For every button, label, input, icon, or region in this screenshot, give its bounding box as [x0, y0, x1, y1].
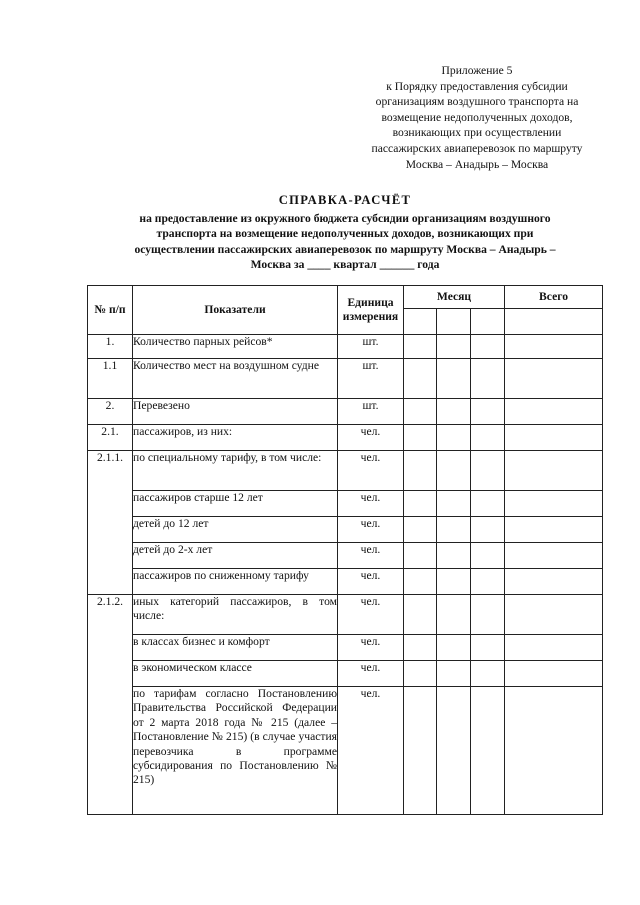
row-month-cell-2[interactable]: [437, 661, 471, 687]
row-number: 1.1: [88, 359, 133, 399]
appendix-line: возникающих при осуществлении: [392, 126, 562, 140]
row-unit: шт.: [338, 399, 404, 425]
row-month-cell-3[interactable]: [471, 399, 505, 425]
row-month-cell-2[interactable]: [437, 543, 471, 569]
row-total-cell[interactable]: [505, 595, 603, 635]
table-row: [88, 335, 603, 359]
row-indicator: в экономическом классе: [133, 661, 338, 687]
row-indicator: в классах бизнес и комфорт: [133, 635, 338, 661]
month-cell-3[interactable]: [471, 309, 505, 335]
row-unit: чел.: [338, 517, 404, 543]
row-unit: шт.: [338, 335, 404, 359]
row-total-cell[interactable]: [505, 687, 603, 815]
table-row: [88, 517, 603, 543]
row-number: [88, 569, 133, 595]
row-unit: чел.: [338, 661, 404, 687]
row-unit: чел.: [338, 451, 404, 491]
row-number: 2.1.: [88, 425, 133, 451]
row-indicator: пассажиров старше 12 лет: [133, 491, 338, 517]
row-month-cell-3[interactable]: [471, 517, 505, 543]
table-row: [88, 425, 603, 451]
row-indicator: Перевезено: [133, 399, 338, 425]
row-month-cell-3[interactable]: [471, 635, 505, 661]
row-month-cell-2[interactable]: [437, 569, 471, 595]
table-row: [88, 661, 603, 687]
row-month-cell-3[interactable]: [471, 359, 505, 399]
row-indicator: пассажиров по сниженному тарифу: [133, 569, 338, 595]
row-indicator: иных категорий пассажиров, в том числе:: [133, 595, 338, 635]
row-unit: чел.: [338, 595, 404, 635]
table-row: [88, 359, 603, 399]
appendix-line: к Порядку предоставления субсидии: [386, 79, 568, 93]
title-line: Москва за ____ квартал ______ года: [250, 258, 440, 272]
row-month-cell-2[interactable]: [437, 451, 471, 491]
row-month-cell-2[interactable]: [437, 491, 471, 517]
table-row: [88, 399, 603, 425]
row-month-cell-3[interactable]: [471, 451, 505, 491]
row-unit: чел.: [338, 569, 404, 595]
row-total-cell[interactable]: [505, 399, 603, 425]
row-month-cell-2[interactable]: [437, 635, 471, 661]
row-month-cell-3[interactable]: [471, 569, 505, 595]
header-indicator: Показатели: [133, 286, 338, 335]
row-number: [88, 543, 133, 569]
row-number: 2.1.1.: [88, 451, 133, 491]
row-unit: чел.: [338, 635, 404, 661]
document-title: [95, 193, 595, 273]
row-indicator: детей до 2-х лет: [133, 543, 338, 569]
row-total-cell[interactable]: [505, 635, 603, 661]
header-month: Месяц: [404, 286, 505, 309]
month-cell-2[interactable]: [437, 309, 471, 335]
header-num: № п/п: [88, 286, 133, 335]
row-total-cell[interactable]: [505, 517, 603, 543]
row-unit: чел.: [338, 491, 404, 517]
row-number: 2.1.2.: [88, 595, 133, 635]
row-number: [88, 491, 133, 517]
row-month-cell-1[interactable]: [404, 687, 437, 815]
row-month-cell-2[interactable]: [437, 335, 471, 359]
row-unit: чел.: [338, 543, 404, 569]
row-month-cell-1[interactable]: [404, 335, 437, 359]
table-row: [88, 569, 603, 595]
row-month-cell-3[interactable]: [471, 335, 505, 359]
row-month-cell-3[interactable]: [471, 491, 505, 517]
row-month-cell-3[interactable]: [471, 687, 505, 815]
row-total-cell[interactable]: [505, 335, 603, 359]
title-main: СПРАВКА-РАСЧЁТ: [278, 193, 412, 207]
calculation-table: [87, 285, 603, 815]
table-row: [88, 635, 603, 661]
row-month-cell-1[interactable]: [404, 451, 437, 491]
table-row: [88, 543, 603, 569]
title-line: осуществлении пассажирских авиаперевозок по маршруту Москва – Анадырь –: [134, 242, 556, 256]
row-month-cell-2[interactable]: [437, 687, 471, 815]
appendix-line: Москва – Анадырь – Москва: [405, 157, 549, 171]
row-unit: чел.: [338, 687, 404, 815]
row-unit: шт.: [338, 359, 404, 399]
row-total-cell[interactable]: [505, 661, 603, 687]
row-number: [88, 661, 133, 687]
row-indicator: по тарифам согласно Постановлению Правительства Российской Федерации от 2 марта 2018 года № 215 (далее – Постановление № 215) (в случае участия перевозчика в программе субсидирования по Постановлению № 215): [133, 687, 338, 815]
row-total-cell[interactable]: [505, 359, 603, 399]
appendix-line: пассажирских авиаперевозок по маршруту: [371, 141, 583, 155]
table-row: [88, 451, 603, 491]
header-total: Всего: [505, 286, 603, 309]
row-month-cell-2[interactable]: [437, 399, 471, 425]
row-month-cell-2[interactable]: [437, 425, 471, 451]
row-month-cell-1[interactable]: [404, 595, 437, 635]
title-line: на предоставление из окружного бюджета субсидии организациям воздушного: [139, 211, 551, 225]
row-number: 2.: [88, 399, 133, 425]
row-total-cell[interactable]: [505, 543, 603, 569]
row-month-cell-2[interactable]: [437, 595, 471, 635]
row-total-cell[interactable]: [505, 425, 603, 451]
row-month-cell-1[interactable]: [404, 491, 437, 517]
row-indicator: пассажиров, из них:: [133, 425, 338, 451]
row-total-cell[interactable]: [505, 451, 603, 491]
month-cell-1[interactable]: [404, 309, 437, 335]
table-row: [88, 687, 603, 815]
row-number: 1.: [88, 335, 133, 359]
row-month-cell-3[interactable]: [471, 661, 505, 687]
total-subheader-cell[interactable]: [505, 309, 603, 335]
row-month-cell-1[interactable]: [404, 517, 437, 543]
row-month-cell-1[interactable]: [404, 569, 437, 595]
table-row: [88, 491, 603, 517]
row-month-cell-1[interactable]: [404, 661, 437, 687]
row-indicator: детей до 12 лет: [133, 517, 338, 543]
appendix-header: [352, 63, 602, 172]
header-unit: Единица измерения: [338, 286, 404, 335]
title-subtitle: [95, 211, 595, 273]
row-month-cell-1[interactable]: [404, 543, 437, 569]
row-month-cell-1[interactable]: [404, 425, 437, 451]
row-month-cell-3[interactable]: [471, 543, 505, 569]
row-month-cell-1[interactable]: [404, 399, 437, 425]
row-number: [88, 635, 133, 661]
row-month-cell-3[interactable]: [471, 425, 505, 451]
row-total-cell[interactable]: [505, 569, 603, 595]
row-month-cell-2[interactable]: [437, 359, 471, 399]
row-unit: чел.: [338, 425, 404, 451]
row-month-cell-1[interactable]: [404, 635, 437, 661]
row-number: [88, 517, 133, 543]
appendix-line: организациям воздушного транспорта на: [375, 95, 579, 109]
row-indicator: Количество мест на воздушном судне: [133, 359, 338, 399]
row-number: [88, 687, 133, 815]
row-indicator: по специальному тарифу, в том числе:: [133, 451, 338, 491]
row-month-cell-1[interactable]: [404, 359, 437, 399]
row-month-cell-3[interactable]: [471, 595, 505, 635]
row-indicator: Количество парных рейсов*: [133, 335, 338, 359]
table-row: [88, 595, 603, 635]
appendix-line: возмещение недополученных доходов,: [381, 110, 573, 124]
row-total-cell[interactable]: [505, 491, 603, 517]
row-month-cell-2[interactable]: [437, 517, 471, 543]
appendix-line: Приложение 5: [441, 64, 513, 77]
title-line: транспорта на возмещение недополученных доходов, возникающих при: [156, 227, 534, 241]
